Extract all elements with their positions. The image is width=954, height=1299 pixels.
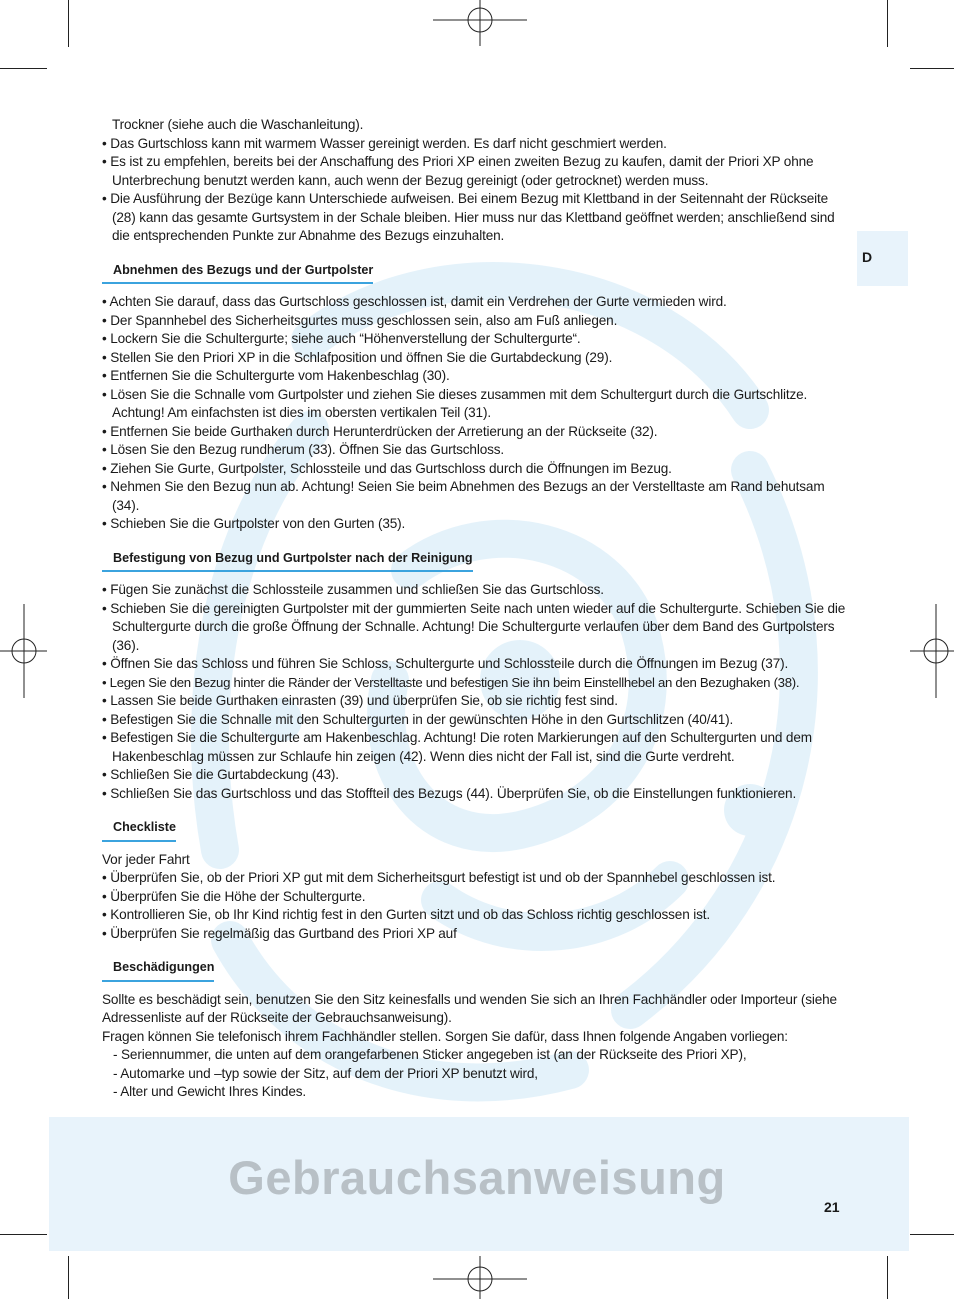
- section-reattach: [102, 534, 852, 804]
- list-item: Trockner (siehe auch die Waschanleitung).: [112, 117, 364, 132]
- section-heading: Checkliste: [102, 818, 176, 842]
- list-item: • Der Spannhebel des Sicherheitsgurtes muss geschlossen sein, also am Fuß anliegen.: [102, 312, 618, 328]
- section-checklist: [102, 803, 852, 943]
- list-item: • Achten Sie darauf, dass das Gurtschloss geschlossen ist, damit ein Verdrehen der Gurte vermieden wird.: [102, 294, 727, 309]
- list-item: • Überprüfen Sie regelmäßig das Gurtband des Priori XP auf: [102, 925, 457, 941]
- section-removal: [102, 246, 852, 534]
- language-tab-label: D: [862, 249, 873, 265]
- instruction-text: [102, 116, 852, 1102]
- list-item: • Stellen Sie den Priori XP in die Schlafposition und öffnen Sie die Gurtabdeckung (29).: [102, 349, 613, 365]
- list-item: • Die Ausführung der Bezüge kann Unterschiede aufweisen. Bei einem Bezug mit Klettband in der Seitennaht der Rückseite (28) kann das gesamte Gurtsystem in der Schale bleiben. Hier muss nur das Klettband geöffnet werden; anschließend sind die entsprechenden Punkte zur Abnahme des Bezugs einzuhalten.: [102, 191, 835, 243]
- paragraph: Sollte es beschädigt sein, benutzen Sie den Sitz keinesfalls und wenden Sie sich an Ihren Fachhändler oder Importeur (siehe Adressenliste auf der Rückseite der Gebrauchsanweisung).: [102, 991, 837, 1025]
- list-item: • Kontrollieren Sie, ob Ihr Kind richtig fest in den Gurten sitzt und ob das Schloss richtig geschlossen ist.: [102, 907, 711, 922]
- list-item: • Legen Sie den Bezug hinter die Ränder der Verstelltaste und befestigen Sie ihn beim Einstellhebel an den Bezughaken (38).: [102, 674, 800, 690]
- list-item: • Lassen Sie beide Gurthaken einrasten (39) und überprüfen Sie, ob sie richtig fest sind.: [102, 693, 618, 708]
- list-item: • Nehmen Sie den Bezug nun ab. Achtung! Seien Sie beim Abnehmen des Bezugs an der Verstelltaste am Rand behutsam (34).: [102, 479, 825, 513]
- list-item: • Schieben Sie die gereinigten Gurtpolster mit der gummierten Seite nach unten wieder auf die Schultergurte. Schieben Sie die Schultergurte durch die große Öffnung der Schnalle. Achtung! Die Schultergurte verlaufen über dem Band des Gurtpolsters (36).: [102, 600, 846, 653]
- list-item: • Schließen Sie die Gurtabdeckung (43).: [102, 767, 339, 782]
- crop-mark: [887, 0, 888, 47]
- list-item: • Das Gurtschloss kann mit warmem Wasser gereinigt werden. Es darf nicht geschmiert werden.: [102, 135, 667, 151]
- section-heading: Beschädigungen: [102, 958, 214, 982]
- crop-mark: [910, 68, 954, 69]
- list-item: • Schließen Sie das Gurtschloss und das Stoffteil des Bezugs (44). Überprüfen Sie, ob die Einstellungen funktionieren.: [102, 785, 797, 801]
- paragraph: Fragen können Sie telefonisch ihrem Fachhändler stellen. Sorgen Sie dafür, dass Ihnen folgende Angaben vorliegen:: [102, 1028, 788, 1044]
- list-item: • Entfernen Sie die Schultergurte vom Hakenbeschlag (30).: [102, 368, 450, 383]
- crop-mark: [0, 68, 47, 69]
- intro-block: [102, 116, 852, 246]
- list-item: - Seriennummer, die unten auf dem orangefarbenen Sticker angegeben ist (an der Rückseite des Priori XP),: [113, 1047, 747, 1062]
- crop-mark: [910, 1234, 954, 1235]
- list-item: • Lockern Sie die Schultergurte; siehe auch “Höhenverstellung der Schultergurte“.: [102, 331, 581, 346]
- list-item: • Lösen Sie den Bezug rundherum (33). Öffnen Sie das Gurtschloss.: [102, 442, 505, 457]
- page-number: 21: [824, 1199, 840, 1215]
- crop-mark: [68, 1256, 69, 1299]
- language-tab: [857, 231, 908, 286]
- list-item: • Überprüfen Sie die Höhe der Schultergurte.: [102, 888, 366, 904]
- registration-mark-left: [0, 604, 47, 698]
- list-item: • Schieben Sie die Gurtpolster von den Gurten (35).: [102, 516, 406, 531]
- crop-mark: [0, 1234, 47, 1235]
- crop-mark: [887, 1256, 888, 1299]
- list-item: - Automarke und –typ sowie der Sitz, auf dem der Priori XP benutzt wird,: [113, 1065, 538, 1081]
- registration-mark-bottom: [433, 1254, 527, 1299]
- registration-mark-top: [433, 0, 527, 48]
- list-item: • Befestigen Sie die Schnalle mit den Schultergurten in der gewünschten Höhe in den Gurtschlitzen (40/41).: [102, 711, 734, 727]
- list-item: - Alter und Gewicht Ihres Kindes.: [113, 1084, 307, 1099]
- list-item: • Entfernen Sie beide Gurthaken durch Herunterdrücken der Arretierung an der Rückseite (32).: [102, 423, 658, 439]
- section-heading: Abnehmen des Bezugs und der Gurtpolster: [102, 261, 373, 285]
- list-item: • Ziehen Sie Gurte, Gurtpolster, Schlossteile und das Gurtschloss durch die Öffnungen im Bezug.: [102, 460, 672, 476]
- list-item: • Es ist zu empfehlen, bereits bei der Anschaffung des Priori XP einen zweiten Bezug zu kaufen, damit der Priori XP ohne Unterbrechung benutzt werden kann, auch wenn der Bezug gereinigt (oder getrocknet) werden muss.: [102, 154, 814, 188]
- registration-mark-right: [910, 604, 954, 698]
- section-damage: [102, 943, 852, 1102]
- crop-mark: [68, 0, 69, 47]
- list-item: • Lösen Sie die Schnalle vom Gurtpolster und ziehen Sie dieses zusammen mit dem Schultergurt durch die Gurtschlitze. Achtung! Am einfachsten ist dies im obersten vertikalen Teil (31).: [102, 386, 808, 420]
- section-heading: Befestigung von Bezug und Gurtpolster nach der Reinigung: [102, 549, 473, 573]
- footer-title: Gebrauchsanweisung: [228, 1151, 726, 1204]
- list-item: • Fügen Sie zunächst die Schlossteile zusammen und schließen Sie das Gurtschloss.: [102, 582, 604, 597]
- list-item: • Überprüfen Sie, ob der Priori XP gut mit dem Sicherheitsgurt befestigt ist und ob der Spannhebel geschlossen ist.: [102, 870, 776, 885]
- list-item: • Befestigen Sie die Schultergurte am Hakenbeschlag. Achtung! Die roten Markierungen auf den Schultergurten und dem Hakenbeschlag müssen zur Schlaufe hin zeigen (42). Wenn dies nicht der Fall ist, sind die Gurte verdreht.: [102, 730, 812, 764]
- list-item: • Öffnen Sie das Schloss und führen Sie Schloss, Schultergurte und Schlossteile durch die Öffnungen im Bezug (37).: [102, 656, 789, 671]
- paragraph: Vor jeder Fahrt: [102, 851, 190, 867]
